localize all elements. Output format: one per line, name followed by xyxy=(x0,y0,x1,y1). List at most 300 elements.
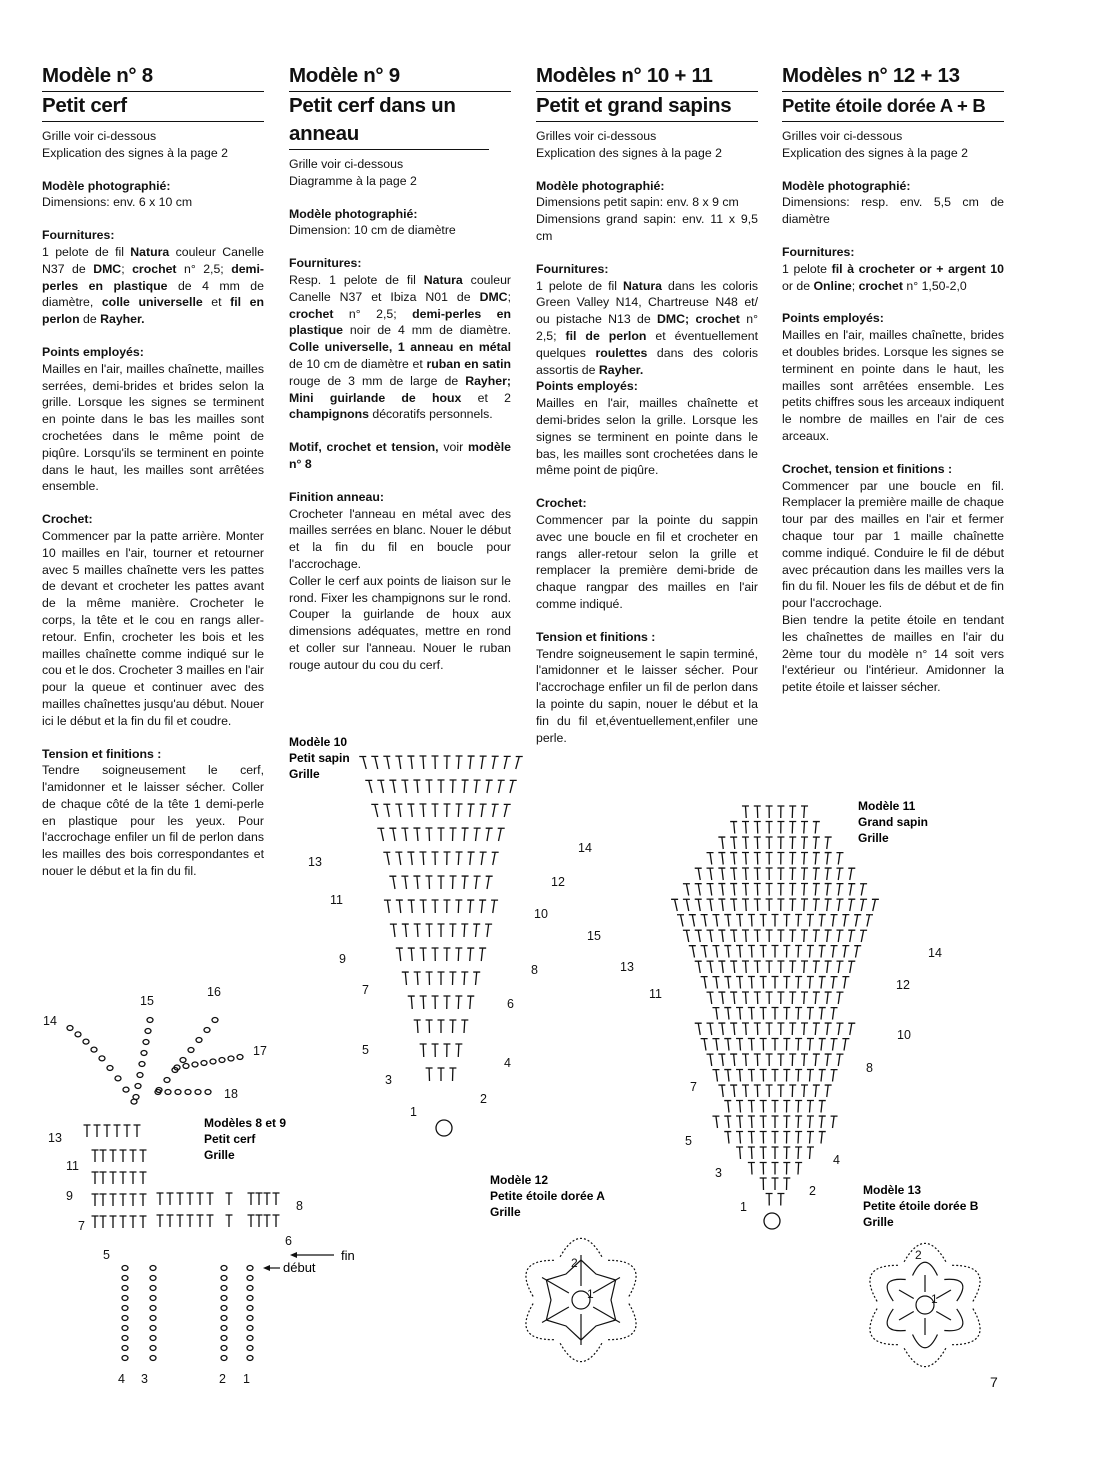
stitch-symbol xyxy=(831,1070,838,1082)
stitch-symbol xyxy=(724,915,731,927)
stitch-symbol xyxy=(772,1147,779,1159)
chain-stitch xyxy=(221,1296,227,1301)
row-number: 5 xyxy=(103,1248,110,1262)
stitch-symbol xyxy=(683,930,690,942)
subtitle: Petit cerf xyxy=(42,92,264,122)
stitch-symbol xyxy=(104,1125,111,1137)
chain-stitch xyxy=(204,1028,210,1033)
stitch-symbol xyxy=(754,1023,761,1035)
svg-text:Petite étoile dorée A: Petite étoile dorée A xyxy=(490,1189,605,1203)
stitch-symbol xyxy=(777,961,784,973)
stitch-symbol xyxy=(389,828,396,841)
stitch-symbol xyxy=(730,930,737,942)
stitch-symbol xyxy=(777,884,784,896)
stitch-symbol xyxy=(407,804,414,817)
stitch-symbol xyxy=(836,1023,843,1035)
stitch-symbol xyxy=(754,1085,761,1097)
stitch-symbol xyxy=(401,828,408,841)
chain-stitch xyxy=(183,1064,189,1069)
stitch-symbol xyxy=(736,977,743,989)
stitch-symbol xyxy=(742,961,749,973)
stitch-symbol xyxy=(772,1039,779,1051)
stitch-symbol xyxy=(795,1101,802,1113)
column-model-9 xyxy=(289,62,511,674)
stitch-symbol xyxy=(807,977,814,989)
stitch-symbol xyxy=(456,852,463,865)
stitch-symbol xyxy=(825,961,832,973)
caption-deer xyxy=(204,1116,286,1162)
row-number: 13 xyxy=(308,855,322,869)
stitch-symbol xyxy=(936,1290,951,1299)
stitch-symbol xyxy=(754,884,761,896)
stitch-symbol xyxy=(736,1101,743,1113)
title: Modèle n° 9 xyxy=(289,62,511,92)
section-label: Tension et finitions : xyxy=(536,629,656,644)
stitch-symbol xyxy=(872,899,879,911)
stitch-symbol xyxy=(187,1215,194,1227)
svg-text:Grille: Grille xyxy=(863,1215,894,1229)
stitch-symbol xyxy=(854,946,861,958)
stitch-symbol xyxy=(777,992,784,1004)
stitch-symbol xyxy=(730,868,737,880)
stitch-symbol xyxy=(413,876,420,889)
stitch-symbol xyxy=(92,1216,99,1228)
line: Diagramme à la page 2 xyxy=(289,173,417,188)
star-b-grid xyxy=(870,1243,980,1366)
stitch-symbol xyxy=(264,1193,271,1205)
chain-stitch xyxy=(150,1316,156,1321)
stitch-symbol xyxy=(438,876,445,889)
stitch-symbol xyxy=(707,930,714,942)
stitch-symbol xyxy=(825,899,832,911)
section-label: Crochet: xyxy=(536,496,587,511)
stitch-symbol xyxy=(944,1309,963,1331)
stitch-symbol xyxy=(724,1070,731,1082)
chain-stitch xyxy=(156,1088,162,1093)
stitch-symbol xyxy=(724,1101,731,1113)
stitch-symbol xyxy=(730,822,737,834)
row-number: 4 xyxy=(118,1372,125,1386)
stitch-symbol xyxy=(848,1023,855,1035)
text: Commencer par la patte arrière. Monter 10 mailles en l'air, tourner et retourner avec 5 mailles chaînette vers les pattes de devant et crocheter les pattes avant de la même manière. Crocheter le corps, la tête et le cou en rangs aller-retour. Enfin, crocheter les bois et les mailles chaînette comme indiqué sur le cou et le dos. Crocheter 3 mailles en l'air pour la queue et continuer avec des mailles chaînettes jusqu'au début. Nouer ici le début et la fin du fil et coudre. xyxy=(42,528,264,728)
stitch-symbol xyxy=(114,1125,121,1137)
row-number: 18 xyxy=(224,1087,238,1101)
supplies-text: 1 pelote fil à crocheter or + argent 10 or de Online; crochet n° 1,50-2,0 xyxy=(782,261,1004,293)
chain-stitch xyxy=(205,1090,211,1095)
chain-stitch xyxy=(165,1090,171,1095)
stitch-symbol xyxy=(736,1070,743,1082)
stitch-symbol xyxy=(866,915,873,927)
stitch-symbol xyxy=(825,837,832,849)
svg-text:Modèle 13: Modèle 13 xyxy=(863,1183,922,1197)
stitch-symbol xyxy=(754,822,761,834)
column-model-12-13 xyxy=(782,62,1004,696)
stitch-symbol xyxy=(712,1039,719,1051)
stitch-symbol xyxy=(479,948,486,961)
chain-stitch xyxy=(247,1326,253,1331)
stitch-symbol xyxy=(413,780,420,793)
stitch-symbol xyxy=(777,806,784,818)
stitch-symbol xyxy=(480,852,487,865)
stitch-symbol xyxy=(819,1039,826,1051)
stitch-symbol xyxy=(777,1085,784,1097)
section-label: Points employés: xyxy=(536,379,638,394)
stitch-symbol xyxy=(748,1147,755,1159)
stitch-symbol xyxy=(498,780,505,793)
stitch-symbol xyxy=(438,924,445,937)
stitch-symbol xyxy=(730,1023,737,1035)
stitch-symbol xyxy=(695,1023,702,1035)
text: Dimensions grand sapin: env. 11 x 9,5 cm xyxy=(536,212,758,243)
picot-arc xyxy=(526,1304,554,1340)
stitch-symbol xyxy=(813,837,820,849)
stitch-symbol xyxy=(795,977,802,989)
chain-stitch xyxy=(150,1276,156,1281)
section-label: Modèle photographié: xyxy=(782,178,911,193)
chain-stitch xyxy=(122,1306,128,1311)
stitch-symbol xyxy=(479,900,486,913)
stitch-symbol xyxy=(474,876,481,889)
chain-stitch xyxy=(91,1047,97,1052)
stitch-symbol xyxy=(783,915,790,927)
stitch-symbol xyxy=(701,946,708,958)
stitch-symbol xyxy=(825,930,832,942)
stitch-symbol xyxy=(443,996,450,1009)
stitch-symbol xyxy=(913,1334,938,1347)
chain-stitch xyxy=(221,1276,227,1281)
stitch-symbol xyxy=(736,1147,743,1159)
stitch-symbol xyxy=(467,900,474,913)
stitch-symbol xyxy=(766,806,773,818)
row-number: 8 xyxy=(531,963,538,977)
stitch-symbol xyxy=(766,1194,773,1206)
stitch-symbol xyxy=(766,899,773,911)
row-number: 13 xyxy=(620,960,634,974)
stitch-symbol xyxy=(449,1020,456,1033)
caption-small-tree xyxy=(289,735,350,781)
stitch-symbol xyxy=(789,822,796,834)
chain-stitch xyxy=(221,1336,227,1341)
stitch-symbol xyxy=(683,899,690,911)
text: Dimensions petit sapin: env. 8 x 9 cm xyxy=(536,195,739,210)
row-number: 3 xyxy=(141,1372,148,1386)
stitch-symbol xyxy=(593,1307,620,1323)
stitch-symbol xyxy=(760,946,767,958)
stitch-symbol xyxy=(248,1215,255,1227)
stitch-symbol xyxy=(718,1085,725,1097)
svg-text:Grille: Grille xyxy=(490,1205,521,1219)
stitch-symbol xyxy=(100,1216,107,1228)
chain-stitch xyxy=(122,1316,128,1321)
stitch-symbol xyxy=(462,828,469,841)
stitch-symbol xyxy=(801,992,808,1004)
stitch-symbol xyxy=(766,853,773,865)
chain-stitch xyxy=(107,1066,113,1071)
stitch-symbol xyxy=(831,1008,838,1020)
stitch-symbol xyxy=(450,828,457,841)
stitch-symbol xyxy=(789,930,796,942)
chain-stitch xyxy=(164,1078,170,1083)
page-number: 7 xyxy=(990,1374,998,1390)
stitch-symbol xyxy=(712,915,719,927)
stitch-symbol xyxy=(730,961,737,973)
stitch-symbol xyxy=(748,1132,755,1144)
small-tree-grid xyxy=(308,756,592,1136)
stitch-symbol xyxy=(754,899,761,911)
stitch-symbol xyxy=(389,780,396,793)
stitch-symbol xyxy=(444,852,451,865)
stitch-symbol xyxy=(742,992,749,1004)
stitch-symbol xyxy=(486,876,493,889)
row-number: 7 xyxy=(362,983,369,997)
stitch-symbol xyxy=(92,1172,99,1184)
row-number: 2 xyxy=(480,1092,487,1106)
stitch-symbol xyxy=(777,853,784,865)
stitch-symbol xyxy=(383,756,390,769)
stitch-symbol xyxy=(754,868,761,880)
stitch-symbol xyxy=(730,899,737,911)
svg-text:Modèle 10: Modèle 10 xyxy=(289,735,348,749)
stitch-symbol xyxy=(431,804,438,817)
stitch-symbol xyxy=(742,1085,749,1097)
chain-stitch xyxy=(150,1326,156,1331)
stitch-symbol xyxy=(420,1044,427,1057)
chain-stitch xyxy=(247,1346,253,1351)
stitch-symbol xyxy=(742,1054,749,1066)
stitch-symbol xyxy=(742,822,749,834)
stitch-symbol xyxy=(825,992,832,1004)
text: Dimensions: resp. env. 5,5 cm de diamètre xyxy=(782,195,1004,227)
stitch-symbol xyxy=(783,1116,790,1128)
stitch-symbol xyxy=(760,1070,767,1082)
stitch-symbol xyxy=(836,930,843,942)
stitch-symbol xyxy=(742,930,749,942)
stitch-symbol xyxy=(772,1178,779,1190)
stitch-symbol xyxy=(742,806,749,818)
stitch-symbol xyxy=(461,1020,468,1033)
row-number: 14 xyxy=(928,946,942,960)
text: Dimension: 10 cm de diamètre xyxy=(289,223,456,238)
stitch-symbol xyxy=(248,1193,255,1205)
stitch-symbol xyxy=(120,1194,127,1206)
stitch-symbol xyxy=(742,868,749,880)
caption-big-tree xyxy=(858,799,928,845)
stitch-symbol xyxy=(836,1054,843,1066)
stitch-symbol xyxy=(807,1070,814,1082)
stitch-symbol xyxy=(842,977,849,989)
picot-arc xyxy=(952,1265,980,1301)
svg-text:Modèle 11: Modèle 11 xyxy=(858,799,916,813)
stitch-symbol xyxy=(801,961,808,973)
stitch-symbol xyxy=(419,804,426,817)
stitch-symbol xyxy=(789,961,796,973)
text: Tendre soigneusement le sapin terminé, l'amidonner et le laisser sécher. Pour l'accrochage enfiler un fil de perlon dans la pointe du sapin, nouer le début et la fin du fil et,éventuellement,enfiler une perle. xyxy=(536,646,758,745)
chain-stitch xyxy=(174,1065,180,1070)
stitch-symbol xyxy=(712,1116,719,1128)
stitch-symbol xyxy=(766,868,773,880)
stitch-symbol xyxy=(414,972,421,985)
stitch-symbol xyxy=(516,756,523,769)
row-number: 15 xyxy=(587,929,601,943)
stitch-symbol xyxy=(110,1194,117,1206)
stitch-symbol xyxy=(766,884,773,896)
stitch-symbol xyxy=(130,1172,137,1184)
stitch-symbol xyxy=(825,1023,832,1035)
stitch-symbol xyxy=(120,1172,127,1184)
chain-stitch xyxy=(247,1276,253,1281)
section-label: Modèle photographié: xyxy=(536,178,665,193)
stitch-symbol xyxy=(754,961,761,973)
stitch-symbol xyxy=(474,828,481,841)
stitch-symbol xyxy=(395,756,402,769)
chain-stitch xyxy=(195,1090,201,1095)
section-label: Points employés: xyxy=(42,344,144,359)
chain-stitch xyxy=(247,1316,253,1321)
stitch-symbol xyxy=(718,899,725,911)
stitch-symbol xyxy=(462,876,469,889)
supplies-text: 1 pelote de fil Natura dans les coloris Green Valley N14, Chartreuse N48 et/ ou pistache N13 de DMC; crochet n° 2,5; fil de perlon et éventuellement quelques roulettes dans des coloris assortis de Rayher. xyxy=(536,278,758,377)
chain-stitch xyxy=(221,1286,227,1291)
motif-text: Motif, crochet et tension, voir modèle n° 8 xyxy=(289,440,511,471)
stitch-symbol xyxy=(754,1054,761,1066)
stitch-symbol xyxy=(177,1215,184,1227)
stitch-symbol xyxy=(124,1125,131,1137)
stitch-symbol xyxy=(492,756,499,769)
line: Grilles voir ci-dessous xyxy=(782,129,903,143)
stitch-symbol xyxy=(431,756,438,769)
stitch-symbol xyxy=(795,1008,802,1020)
stitch-symbol xyxy=(860,884,867,896)
stitch-symbol xyxy=(256,1193,263,1205)
debut-label: début xyxy=(283,1260,316,1275)
stitch-symbol xyxy=(120,1216,127,1228)
stitch-symbol xyxy=(707,868,714,880)
stitch-symbol xyxy=(712,977,719,989)
stitch-symbol xyxy=(264,1215,271,1227)
stitch-symbol xyxy=(795,1132,802,1144)
stitch-symbol xyxy=(695,899,702,911)
stitch-symbol xyxy=(449,1068,456,1081)
stitch-symbol xyxy=(819,946,826,958)
stitch-symbol xyxy=(760,1132,767,1144)
stitch-symbol xyxy=(899,1312,914,1321)
stitch-symbol xyxy=(593,1278,620,1294)
stitch-symbol xyxy=(766,961,773,973)
stitch-symbol xyxy=(444,804,451,817)
stitch-symbol xyxy=(813,822,820,834)
row-number: 13 xyxy=(48,1131,62,1145)
row-number: 3 xyxy=(385,1073,392,1087)
stitch-symbol xyxy=(825,1085,832,1097)
stitch-symbol xyxy=(456,756,463,769)
stitch-symbol xyxy=(444,756,451,769)
stitch-symbol xyxy=(407,756,414,769)
stitch-symbol xyxy=(449,972,456,985)
stitch-symbol xyxy=(836,899,843,911)
text: Mailles en l'air, mailles chaînette et demi-brides selon la grille. Lorsque les signes se terminent en pointe dans le bas, les mailles sont crochetées dans le même point de piqûre. xyxy=(536,396,758,478)
stitch-symbol xyxy=(207,1215,214,1227)
section-label: Fournitures: xyxy=(42,228,115,243)
picot-arc xyxy=(526,1260,554,1296)
stitch-symbol xyxy=(819,1070,826,1082)
stitch-symbol xyxy=(707,1023,714,1035)
row-number: 1 xyxy=(740,1200,747,1214)
start-ring xyxy=(916,1296,934,1314)
stitch-symbol xyxy=(783,1070,790,1082)
chain-stitch xyxy=(99,1056,105,1061)
stitch-symbol xyxy=(807,1101,814,1113)
stitch-symbol xyxy=(730,884,737,896)
chain-stitch xyxy=(150,1306,156,1311)
round-number: 1 xyxy=(587,1287,594,1301)
stitch-symbol xyxy=(783,977,790,989)
chain-stitch xyxy=(228,1056,234,1061)
stitch-symbol xyxy=(736,1039,743,1051)
stitch-symbol xyxy=(831,1116,838,1128)
stitch-symbol xyxy=(777,1054,784,1066)
chain-stitch xyxy=(122,1356,128,1361)
stitch-symbol xyxy=(748,946,755,958)
svg-text:Grand sapin: Grand sapin xyxy=(858,815,929,829)
svg-text:Modèles 8 et 9: Modèles 8 et 9 xyxy=(204,1116,287,1130)
stitch-symbol xyxy=(813,992,820,1004)
stitch-symbol xyxy=(94,1125,101,1137)
stitch-symbol xyxy=(157,1193,164,1205)
row-number: 7 xyxy=(690,1080,697,1094)
stitch-symbol xyxy=(772,915,779,927)
row-number: 9 xyxy=(66,1189,73,1203)
stitch-symbol xyxy=(689,946,696,958)
stitch-symbol xyxy=(742,884,749,896)
stitch-symbol xyxy=(389,876,396,889)
stitch-symbol xyxy=(760,977,767,989)
section-label: Tension et finitions : xyxy=(42,746,162,761)
chain-stitch xyxy=(137,1073,143,1078)
stitch-symbol xyxy=(426,1020,433,1033)
stitch-symbol xyxy=(724,1116,731,1128)
chain-stitch xyxy=(188,1048,194,1053)
stitch-symbol xyxy=(432,1044,439,1057)
stitch-symbol xyxy=(701,977,708,989)
row-number: 11 xyxy=(330,893,343,907)
row-number: 3 xyxy=(715,1166,722,1180)
stitch-symbol xyxy=(167,1215,174,1227)
stitch-symbol xyxy=(944,1279,963,1301)
stitch-symbol xyxy=(813,899,820,911)
stitch-symbol xyxy=(546,1320,581,1340)
text: Dimensions: env. 6 x 10 cm xyxy=(42,195,193,210)
stitch-symbol xyxy=(425,876,432,889)
stitch-symbol xyxy=(365,780,372,793)
stitch-symbol xyxy=(848,930,855,942)
stitch-symbol xyxy=(795,1116,802,1128)
chain-stitch xyxy=(221,1266,227,1271)
stitch-symbol xyxy=(408,900,415,913)
stitch-symbol xyxy=(167,1193,174,1205)
chain-stitch xyxy=(123,1087,129,1092)
svg-text:Grille: Grille xyxy=(858,831,889,845)
svg-text:Grille: Grille xyxy=(204,1148,235,1162)
stitch-symbol xyxy=(766,930,773,942)
stitch-symbol xyxy=(130,1194,137,1206)
stitch-symbol xyxy=(383,804,390,817)
stitch-symbol xyxy=(742,853,749,865)
stitch-symbol xyxy=(801,1085,808,1097)
picot-arc xyxy=(904,1243,946,1261)
stitch-symbol xyxy=(467,948,474,961)
round-number: 2 xyxy=(571,1256,578,1270)
round-number: 1 xyxy=(931,1292,938,1306)
